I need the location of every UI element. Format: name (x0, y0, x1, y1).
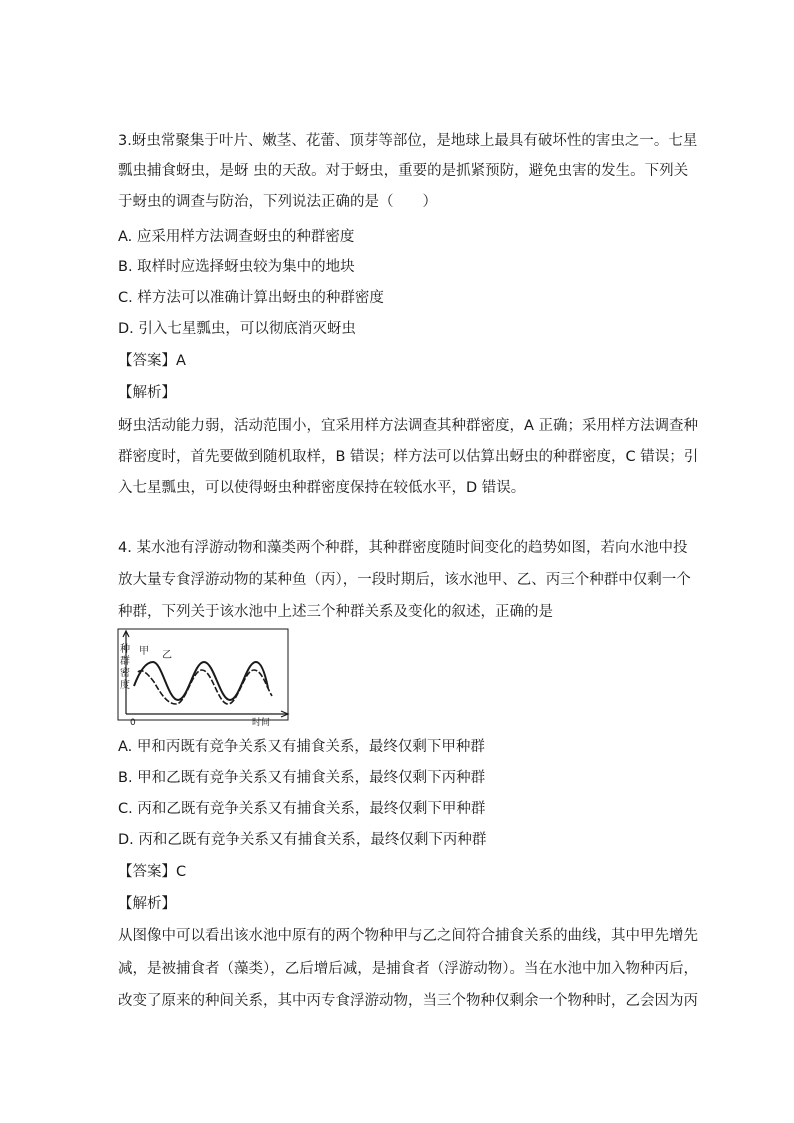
q4-stem-line-1: 4. 某水池有浮游动物和藻类两个种群，其种群密度随时间变化的趋势如图，若向水池中投 (118, 540, 688, 556)
series-yi-label: 乙 (162, 650, 172, 661)
origin-label: 0 (130, 718, 136, 728)
q4-option-d: D. 丙和乙既有竞争关系又有捕食关系，最终仅剩下丙种群 (118, 832, 487, 848)
q3-option-c: C. 样方法可以准确计算出蚜虫的种群密度 (118, 290, 384, 306)
y-label-char-1: 种 (120, 644, 130, 655)
q4-option-b: B. 甲和乙既有竞争关系又有捕食关系，最终仅剩下丙种群 (118, 770, 486, 786)
figure-svg (116, 628, 294, 728)
series-yi-curve (138, 670, 272, 704)
q4-option-c: C. 丙和乙既有竞争关系又有捕食关系，最终仅剩下甲种群 (118, 801, 486, 817)
q4-stem-line-3: 种群，下列关于该水池中上述三个种群关系及变化的叙述，正确的是 (118, 604, 553, 620)
q3-stem-line-2: 瓢虫捕食蚜虫，是蚜 虫的天敌。对于蚜虫，重要的是抓紧预防，避免虫害的发生。下列关 (118, 163, 689, 179)
q3-stem-line-3: 于蚜虫的调查与防治，下列说法正确的是（ ） (118, 194, 437, 210)
x-axis-label: 时间 (252, 718, 271, 728)
q3-analysis-line-1: 蚜虫活动能力弱，活动范围小，宜采用样方法调查其种群密度，A 正确；采用样方法调查种 (118, 418, 699, 434)
q4-analysis-label: 【解析】 (118, 896, 176, 912)
y-label-char-3: 密 (120, 668, 130, 679)
q3-answer: 【答案】A (118, 353, 186, 369)
figure-frame (118, 629, 288, 720)
q3-option-d: D. 引入七星瓢虫，可以彻底消灭蚜虫 (118, 321, 356, 337)
q3-analysis-line-2: 群密度时，首先要做到随机取样，B 错误；样方法可以估算出蚜虫的种群密度，C 错误；引 (118, 449, 699, 465)
q4-option-a: A. 甲和丙既有竞争关系又有捕食关系，最终仅剩下甲种群 (118, 739, 485, 755)
q4-stem-line-2: 放大量专食浮游动物的某种鱼（丙），一段时期后，该水池甲、乙、丙三个种群中仅剩一个 (118, 572, 691, 588)
q4-analysis-line-2: 减，是被捕食者（藻类），乙后增后减，是捕食者（浮游动物）。当在水池中加入物种丙后， (118, 961, 698, 977)
q4-answer: 【答案】C (118, 864, 187, 880)
q4-analysis-line-1: 从图像中可以看出该水池中原有的两个物种甲与乙之间符合捕食关系的曲线，其中甲先增先 (118, 928, 698, 944)
q3-stem-line-1: 3.蚜虫常聚集于叶片、嫩茎、花蕾、顶芽等部位，是地球上最具有破坏性的害虫之一。七星 (118, 133, 698, 149)
q3-option-a: A. 应采用样方法调查蚜虫的种群密度 (118, 229, 355, 245)
y-label-char-4: 度 (120, 680, 130, 691)
q3-analysis-line-3: 入七星瓢虫，可以使得蚜虫种群密度保持在较低水平，D 错误。 (118, 480, 526, 496)
series-jia-label: 甲 (139, 646, 149, 657)
q3-analysis-label: 【解析】 (118, 385, 176, 401)
q3-option-b: B. 取样时应选择蚜虫较为集中的地块 (118, 259, 355, 275)
q4-analysis-line-3: 改变了原来的种间关系，其中丙专食浮游动物，当三个物种仅剩余一个物种时，乙会因为丙 (118, 993, 698, 1009)
y-label-char-2: 群 (120, 656, 130, 667)
population-density-figure (116, 628, 294, 728)
